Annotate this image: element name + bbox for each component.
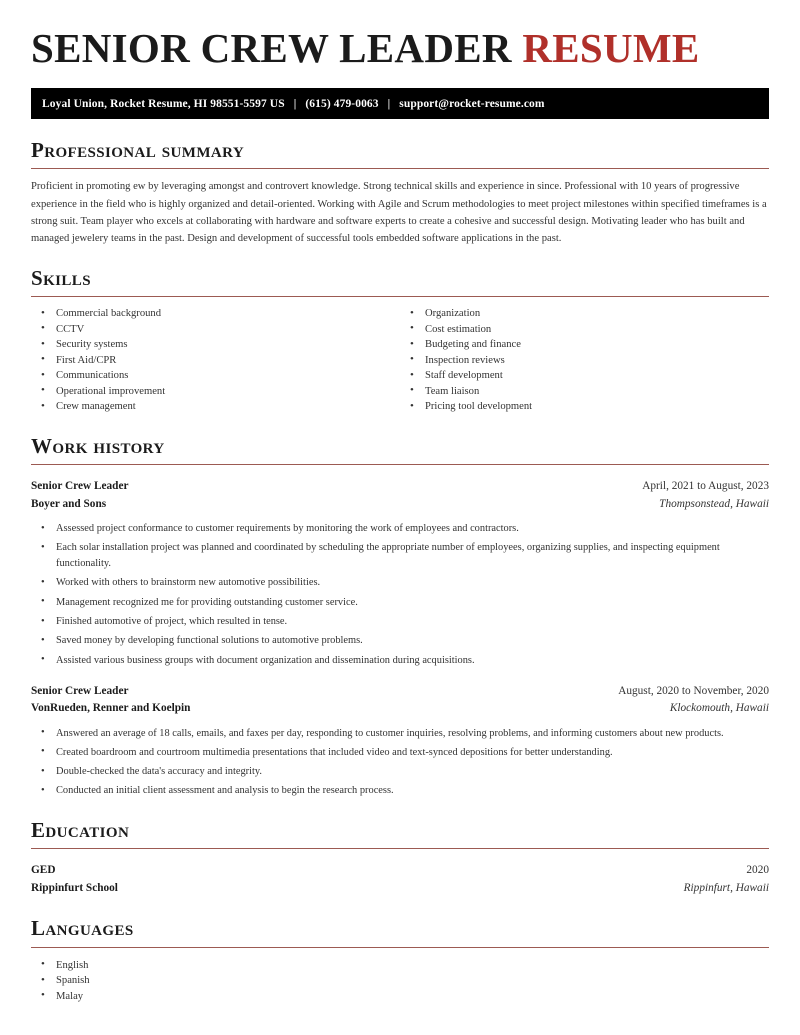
job-bullet: • Created boardroom and courtroom multimedia presentations that included video and text-synced depositions for better understanding.: [31, 745, 769, 761]
job-title: Senior Crew Leader: [31, 480, 129, 493]
page-title-main: SENIOR CREW LEADER: [31, 25, 523, 71]
education-entry: [31, 862, 769, 897]
section-divider-languages: [31, 947, 769, 948]
contact-bar: [31, 88, 769, 119]
contact-line: [42, 98, 545, 110]
section-divider-summary: [31, 168, 769, 169]
list-item: • Cost estimation: [400, 322, 769, 337]
list-item: • Operational improvement: [31, 384, 388, 399]
section-divider-skills: [31, 296, 769, 297]
education-year: 2020: [746, 864, 769, 877]
list-item: • Budgeting and finance: [400, 337, 769, 352]
list-item: • English: [31, 958, 769, 973]
page-title-accent: RESUME: [522, 25, 700, 71]
contact-address: Loyal Union, Rocket Resume, HI 98551-5597 US: [42, 97, 285, 110]
summary-paragraph: Proficient in promoting ew by leveraging amongst and controvert knowledge. Strong technical skills and experience in since. Professional with 10 years of progressive experience in the field who is highly organized and detail-oriented. Working with Agile and Scrum methodologies to meet project milestones within specified timeframes is a strong suit. Team player who excels at collaborating with hardware and software experts to create a cohesive and successful design. Motivating leader who has built and managed jewelery teams in the past. Design and development of successful tools embedded software applications in the past.: [31, 181, 767, 244]
list-item: • Security systems: [31, 337, 388, 352]
list-item: • CCTV: [31, 322, 388, 337]
section-divider-work-history: [31, 464, 769, 465]
work-history-entry: [31, 478, 769, 669]
job-bullet-list: [31, 726, 769, 800]
job-company-row: [31, 700, 769, 718]
job-bullet-list: [31, 521, 769, 669]
section-heading-summary: Professional summary: [31, 138, 245, 163]
section-professional-summary: [31, 138, 769, 247]
list-item: • Staff development: [400, 368, 769, 383]
job-bullet: • Saved money by developing functional solutions to automotive problems.: [31, 633, 769, 649]
contact-separator-1: |: [293, 97, 297, 110]
section-heading-languages: Languages: [31, 916, 134, 941]
job-company: VonRueden, Renner and Koelpin: [31, 702, 191, 715]
education-degree: GED: [31, 864, 56, 877]
list-item: • Team liaison: [400, 384, 769, 399]
education-degree-row: [31, 862, 769, 880]
job-location: Thompsonstead, Hawaii: [659, 497, 769, 510]
list-item: • Pricing tool development: [400, 399, 769, 414]
education-school: Rippinfurt School: [31, 881, 118, 894]
list-item: • Communications: [31, 368, 388, 383]
list-item: • Malay: [31, 989, 769, 1004]
list-item: • Inspection reviews: [400, 353, 769, 368]
job-dates: April, 2021 to August, 2023: [642, 480, 769, 493]
header-title-block: [31, 0, 769, 70]
work-history-entry: [31, 683, 769, 800]
skills-column-right: [400, 306, 769, 415]
job-bullet: • Conducted an initial client assessment and analysis to begin the research process.: [31, 783, 769, 799]
job-location: Klockomouth, Hawaii: [669, 702, 769, 715]
section-skills: [31, 266, 769, 415]
skills-list-left: [31, 306, 388, 414]
languages-list: [31, 958, 769, 1004]
education-location: Rippinfurt, Hawaii: [683, 881, 769, 894]
job-bullet: • Finished automotive of project, which resulted in tense.: [31, 614, 769, 630]
job-title-row: [31, 683, 769, 701]
list-item: • First Aid/CPR: [31, 353, 388, 368]
section-work-history: [31, 434, 769, 799]
section-heading-education: Education: [31, 818, 130, 843]
skills-list-right: [400, 306, 769, 414]
job-title-row: [31, 478, 769, 496]
section-education: [31, 818, 769, 897]
education-school-row: [31, 880, 769, 898]
skills-column-left: [31, 306, 400, 415]
contact-email[interactable]: support@rocket-resume.com: [399, 97, 545, 110]
contact-separator-2: |: [387, 97, 391, 110]
list-item: • Commercial background: [31, 306, 388, 321]
education-entries: [31, 862, 769, 897]
job-bullet: • Assessed project conformance to customer requirements by monitoring the work of employees and contractors.: [31, 521, 769, 537]
job-bullet: • Assisted various business groups with document organization and dissemination during acquisitions.: [31, 653, 769, 669]
job-bullet: • Worked with others to brainstorm new automotive possibilities.: [31, 575, 769, 591]
work-history-entries: [31, 478, 769, 799]
job-bullet: • Answered an average of 18 calls, emails, and faxes per day, responding to customer inquiries, resolving problems, and informing customers about new products.: [31, 726, 769, 742]
list-item: • Crew management: [31, 399, 388, 414]
job-company-row: [31, 496, 769, 514]
job-bullet: • Management recognized me for providing outstanding customer service.: [31, 595, 769, 611]
job-title: Senior Crew Leader: [31, 684, 129, 697]
list-item: • Organization: [400, 306, 769, 321]
skills-columns: [31, 306, 769, 415]
job-dates: August, 2020 to November, 2020: [618, 684, 769, 697]
section-heading-skills: Skills: [31, 266, 91, 291]
section-languages: [31, 916, 769, 1003]
contact-phone[interactable]: (615) 479-0063: [305, 97, 379, 110]
job-company: Boyer and Sons: [31, 497, 107, 510]
section-heading-work-history: Work history: [31, 433, 165, 458]
section-divider-education: [31, 848, 769, 849]
list-item: • Spanish: [31, 973, 769, 988]
job-bullet: • Each solar installation project was planned and coordinated by scheduling the appropriate number of employees, organizing supplies, and inspecting equipment functionality.: [31, 540, 769, 572]
job-bullet: • Double-checked the data's accuracy and integrity.: [31, 764, 769, 780]
page-title: [31, 26, 769, 70]
